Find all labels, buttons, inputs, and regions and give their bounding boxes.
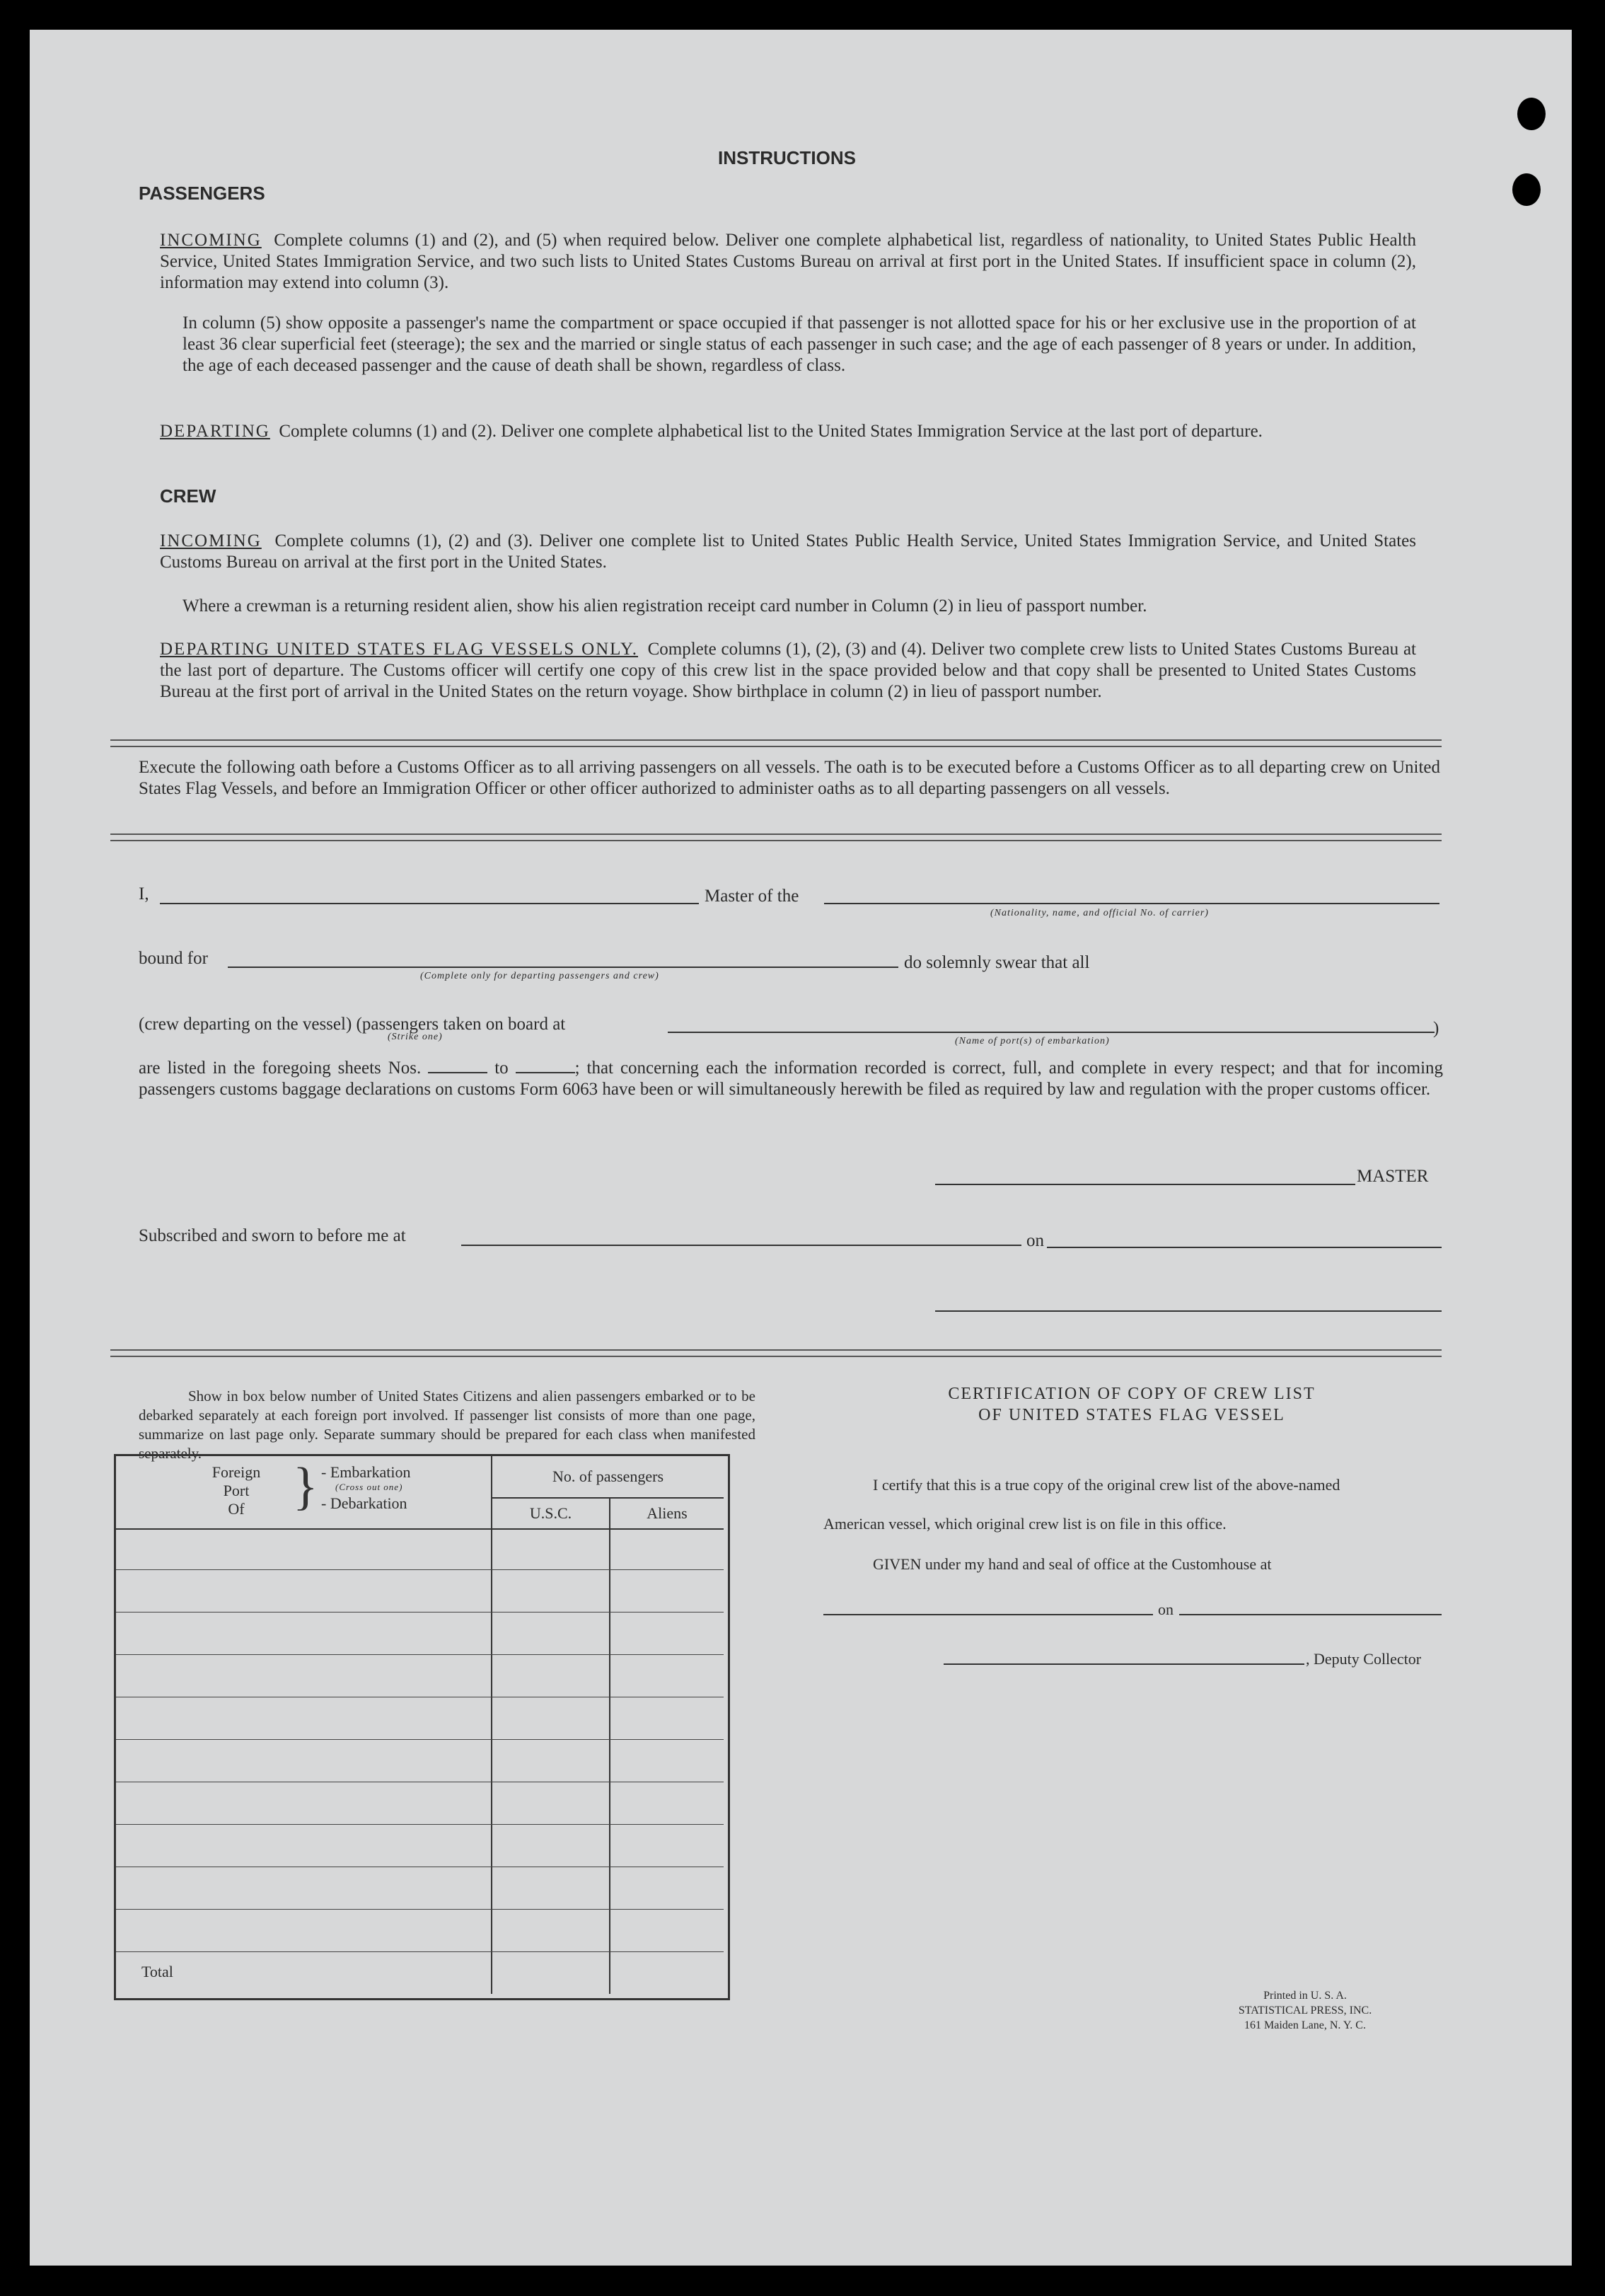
bound-for-caption: (Complete only for departing passengers and crew) [420,971,659,981]
listed-text-a: are listed in the foregoing sheets Nos. [139,1058,422,1078]
punch-hole-bottom [1512,173,1541,206]
sworn-on-label: on [1026,1231,1044,1250]
brace: } [293,1458,318,1516]
port-embarkation-field[interactable] [668,1032,1435,1033]
certify-line-1: I certify that this is a true copy of the original crew list of the above-named [873,1476,1340,1494]
table-row [116,1569,724,1570]
cert-date-field[interactable] [1179,1614,1442,1615]
strike-caption: (Strike one) [388,1032,443,1042]
officer-signature-field[interactable] [935,1310,1442,1312]
divider [110,1349,1442,1357]
certify-line-2: American vessel, which original crew list is on file in this office. [823,1515,1227,1533]
crew-incoming-label: INCOMING [160,531,262,550]
cert-on-label: on [1158,1600,1174,1618]
listed-text-b: ; that concerning each the information recorded is correct, full, and complete in every respect; and that for incoming passengers customs baggage declarations on customs Form 6063 have been or will simultaneously herewith be filed as required by law and regulation with the proper customs officer. [139,1058,1444,1099]
oath-intro: Execute the following oath before a Customs Officer as to all arriving passengers on all vessels. The oath is to be executed before a Customs Officer as to all departing crew on United States Flag Vessels, and before an Immigration Officer or other officer authorized to administer oaths as to all departing passengers on all vessels. [139,758,1440,798]
close-paren: ) [1433,1019,1439,1038]
foreign-port-header: Foreign Port Of [212,1463,261,1518]
master-signature-field[interactable] [935,1184,1355,1185]
crew-incoming-paragraph [160,531,1416,573]
table-row [116,1654,724,1655]
carrier-caption: (Nationality, name, and official No. of carrier) [990,908,1209,918]
listed-paragraph [139,1058,1443,1100]
crew-heading: CREW [160,485,216,507]
total-label: Total [141,1963,173,1980]
sheet-from-field[interactable] [428,1072,487,1073]
passengers-heading: PASSENGERS [139,183,265,204]
table-row [116,1951,724,1952]
no-passengers-header: No. of passengers [552,1467,664,1485]
punch-hole-top [1517,98,1546,130]
crew-resident-paragraph: Where a crewman is a returning resident alien, show his alien registration receipt card number in Column (2) in lieu of passport number. [182,596,1147,616]
crew-departing-text: Complete columns (1), (2), (3) and (4). Deliver two complete crew lists to United States Customs Bureau at the last port of departure. The Customs officer will certify one copy of this crew list in the space provided below and that copy shall be presented to United States Customs Bureau at the first port of arrival in the United States on the return voyage. Show birthplace in column (2) in lieu of passport number. [160,640,1416,701]
divider [110,739,1442,747]
certification-title: CERTIFICATION OF COPY OF CREW LIST OF UNITED STATES FLAG VESSEL [948,1385,1316,1424]
table-row [116,1824,724,1825]
summary-note: Show in box below number of United States Citizens and alien passengers embarked or to be debarked separately at each foreign port involved. If passenger list consists of more than one page, summarize on last page only. Separate summary should be prepared for each class when manifested separately. [139,1388,755,1462]
oath-i-label: I, [139,884,149,904]
passengers-incoming-text: Complete columns (1) and (2), and (5) when required below. Deliver one complete alphabetical list, regardless of nationality, to United States Public Health Service, United States Immigration Service, and two such lists to United States Customs Bureau on arrival at first port in the United States. If insufficient space in column (2), information may extend into column (3). [160,231,1416,292]
passengers-incoming-paragraph [160,230,1416,294]
passengers-departing-paragraph [160,421,1416,442]
crew-incoming-text: Complete columns (1), (2) and (3). Deliver one complete list to United States Public Health Service, United States Immigration Service, and United States Customs Bureau on arrival at the first port in the United States. [160,531,1416,572]
master-name-field[interactable] [160,903,699,904]
crew-departing-choice: (crew departing on the vessel) (passengers taken on board at [139,1015,566,1034]
bound-for-label: bound for [139,949,208,968]
page-title: INSTRUCTIONS [718,147,856,168]
aliens-header: Aliens [647,1504,688,1522]
subscribed-label: Subscribed and sworn to before me at [139,1226,406,1245]
customhouse-field[interactable] [823,1614,1153,1615]
passengers-departing-text: Complete columns (1) and (2). Deliver one complete alphabetical list to the United States Immigration Service at the last port of departure. [279,422,1263,441]
printer-imprint: Printed in U. S. A. STATISTICAL PRESS, INC. 161 Maiden Lane, N. Y. C. [1238,1990,1372,2031]
bound-for-field[interactable] [228,967,898,968]
debarkation-label: - Debarkation [321,1494,407,1512]
sworn-place-field[interactable] [461,1245,1021,1246]
table-row [116,1739,724,1740]
port-caption: (Name of port(s) of embarkation) [955,1036,1110,1046]
deputy-collector-label: , Deputy Collector [1306,1650,1422,1668]
to-label: to [494,1058,509,1078]
master-of-label: Master of the [705,887,799,906]
embarkation-label: - Embarkation [321,1463,411,1481]
given-line: GIVEN under my hand and seal of office at the Customhouse at [873,1555,1272,1573]
passengers-departing-label: DEPARTING [160,422,270,441]
carrier-field[interactable] [824,903,1439,904]
table-row [116,1612,724,1613]
passengers-incoming-label: INCOMING [160,231,262,250]
sworn-date-field[interactable] [1047,1247,1442,1248]
master-label: MASTER [1357,1167,1429,1186]
divider [110,833,1442,841]
crew-departing-label: DEPARTING UNITED STATES FLAG VESSELS ONLY. [160,640,639,659]
swear-text: do solemnly swear that all [904,953,1090,972]
cross-out-caption: (Cross out one) [335,1482,403,1492]
usc-header: U.S.C. [529,1504,572,1522]
table-row [116,1909,724,1910]
crew-departing-paragraph [160,639,1416,703]
passenger-summary-table [114,1454,730,2000]
sheet-to-field[interactable] [516,1072,575,1073]
deputy-signature-field[interactable] [944,1663,1304,1665]
passengers-column5-paragraph: In column (5) show opposite a passenger's name the compartment or space occupied if that passenger is not allotted space for his or her exclusive use in the proportion of at least 36 clear superficial feet (steerage); the sex and the married or single status of each passenger in such case; and the age of each passenger of 8 years or under. In addition, the age of each deceased passenger and the cause of death shall be shown, regardless of class. [182,313,1416,375]
